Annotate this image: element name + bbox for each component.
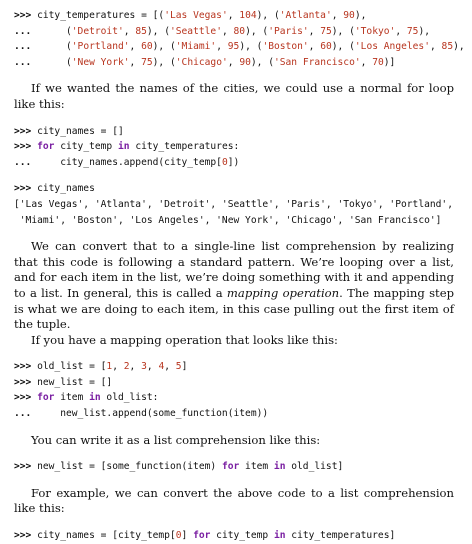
code-token: ['Las Vegas', 'Atlanta', 'Detroit', 'Seattle', 'Paris', 'Tokyo', 'Portland', [14, 198, 453, 210]
code-token: ( [31, 41, 72, 53]
code-prompt: >>> [14, 530, 32, 542]
code-token: 'Los Angeles' [354, 41, 430, 53]
code-token: city_temp [54, 141, 118, 153]
code-line [14, 390, 454, 406]
code-token: in [273, 530, 286, 542]
code-token: 'Chicago' [175, 56, 228, 68]
book-page [14, 8, 465, 544]
code-token: 75 [320, 25, 332, 37]
code-token: city_temperatures] [285, 530, 396, 542]
code-token: 'New York' [71, 56, 130, 68]
code-line [14, 55, 454, 71]
code-token: 75 [141, 56, 153, 68]
code-token: city_temperatures: [129, 141, 240, 153]
code-token: , [164, 361, 176, 373]
code-token: ] [181, 530, 194, 542]
code-token: for [37, 141, 55, 153]
code-token: 5 [175, 361, 182, 373]
code-token: ), [354, 10, 367, 21]
code-prompt: >>> [14, 361, 32, 373]
code-token: new_list = [some_function(item) [31, 461, 222, 473]
code-line [14, 406, 454, 422]
code-token: item [239, 461, 274, 473]
code-line [14, 375, 454, 391]
code-token: 'Detroit' [71, 25, 124, 37]
code-token: 85 [441, 41, 454, 53]
code-token: , [123, 25, 136, 37]
code-token: ( [31, 25, 72, 37]
code-line [14, 139, 454, 155]
code-token: 0 [221, 156, 228, 168]
code-token: ( [31, 56, 72, 68]
code-token: 'Atlanta' [279, 10, 332, 21]
code-token: , [227, 56, 240, 68]
code-token: ), ( [331, 41, 355, 53]
paragraph-mapping-after: . The mapping step is what we are doing to each item, in this case pulling out the first item of the tuple. [14, 285, 454, 332]
code-token: 85 [135, 25, 147, 37]
code-token: , [221, 25, 234, 37]
code-prompt: ... [14, 41, 32, 53]
code-line [14, 197, 454, 213]
code-token: ), [453, 41, 465, 53]
code-token: 80 [233, 25, 246, 37]
code-token: for [193, 530, 211, 542]
code-prompt: >>> [14, 183, 32, 195]
code-token: 'Boston' [262, 41, 309, 53]
code-token: , [216, 41, 228, 53]
code-token: 70 [372, 56, 384, 68]
code-line [14, 155, 454, 171]
code-token: city_names [31, 183, 95, 195]
code-token: 90 [343, 10, 355, 21]
code-token: ] [181, 361, 188, 373]
code-token: item [54, 392, 90, 404]
code-token: 60 [141, 41, 153, 53]
code-token: , [360, 56, 373, 68]
code-line [14, 39, 465, 55]
code-token: , [112, 361, 124, 373]
code-block-mapping-loop [14, 359, 454, 421]
code-prompt: >>> [14, 125, 32, 137]
code-line [14, 8, 454, 24]
code-token: 90 [239, 56, 251, 68]
code-line [14, 359, 454, 375]
paragraph-mapping-before: We can convert that to a single-line list comprehension by realizing that this code is following a standard pattern. We’re looping over a list, and for each item in the list, we’re doing something with it and appending to a list. In general, this is called a [14, 239, 454, 300]
code-token: 60 [320, 41, 332, 53]
code-token: 0 [175, 530, 182, 542]
code-token: ]) [227, 156, 240, 168]
code-token: 104 [239, 10, 257, 21]
code-token: for [37, 392, 55, 404]
code-token: city_temperatures = [( [31, 10, 165, 21]
code-token: 1 [106, 361, 113, 373]
paragraph-mapping-example-intro: If you have a mapping operation that looks like this: [31, 332, 338, 347]
code-token: , [308, 41, 321, 53]
code-prompt: >>> [14, 10, 32, 21]
code-token: , [331, 10, 344, 21]
code-token: , [129, 56, 142, 68]
code-token: in [273, 461, 286, 473]
code-prompt: ... [14, 408, 32, 420]
code-token: city_names = [] [31, 125, 124, 137]
paragraph-comprehension-intro: You can write it as a list comprehension like this: [31, 432, 321, 447]
code-token: ), ( [152, 41, 176, 53]
code-token: 75 [406, 25, 419, 37]
paragraph-example-intro: For example, we can convert the above code to a list comprehension like this: [14, 485, 454, 516]
code-token: city_names.append(city_temp[ [31, 156, 222, 168]
code-token: old_list: [100, 392, 159, 404]
code-token: 'Miami', 'Boston', 'Los Angeles', 'New York', 'Chicago', 'San Francisco'] [14, 214, 442, 226]
code-token: , [308, 25, 321, 37]
code-prompt: >>> [14, 376, 32, 388]
code-token: ), [418, 25, 430, 37]
code-token: 'Seattle' [169, 25, 222, 37]
code-line [14, 459, 454, 475]
paragraph-for-loop-intro: If we wanted the names of the cities, we could use a normal for loop like this: [14, 81, 454, 111]
code-prompt: >>> [14, 392, 32, 404]
mapping-operation-term: mapping operation [226, 285, 340, 300]
code-block-generic-comprehension [14, 459, 454, 475]
code-block-city-names-output [14, 181, 454, 228]
code-token: old_list = [ [31, 361, 107, 373]
code-prompt: >>> [14, 461, 32, 473]
code-token: 2 [123, 361, 130, 373]
paragraph-mapping-operation [14, 239, 454, 333]
code-token: 'Tokyo' [354, 25, 396, 37]
code-token: ), ( [146, 25, 170, 37]
code-token: , [429, 41, 442, 53]
code-token: ), ( [239, 41, 263, 53]
code-line [14, 24, 454, 40]
code-token: )] [383, 56, 396, 68]
code-prompt: >>> [14, 141, 32, 153]
code-block-city-temperatures [14, 8, 465, 70]
code-block-city-comprehension [14, 528, 454, 544]
code-prompt: ... [14, 156, 32, 168]
code-token: 'Miami' [175, 41, 217, 53]
code-token: 'San Francisco' [273, 56, 361, 68]
code-token: in [117, 141, 130, 153]
code-token: old_list] [285, 461, 344, 473]
code-token: , [395, 25, 407, 37]
code-token: city_names = [city_temp[ [31, 530, 176, 542]
code-block-for-loop [14, 124, 454, 171]
code-token: , [129, 361, 142, 373]
code-token: ), ( [256, 10, 280, 21]
code-line [14, 181, 454, 197]
code-token: , [146, 361, 159, 373]
code-token: , [129, 41, 142, 53]
code-token: ), ( [331, 25, 355, 37]
code-prompt: ... [14, 25, 32, 37]
code-line [14, 213, 454, 229]
code-token: 95 [227, 41, 240, 53]
code-token: ), ( [245, 25, 269, 37]
code-token: new_list = [] [31, 376, 113, 388]
code-token: , [227, 10, 240, 21]
code-token: 'Portland' [71, 41, 130, 53]
code-token: new_list.append(some_function(item)) [31, 408, 269, 420]
code-token: 'Las Vegas' [164, 10, 228, 21]
code-token: city_temp [210, 530, 274, 542]
code-token: ), ( [250, 56, 274, 68]
code-token: ), ( [152, 56, 176, 68]
code-token: 3 [141, 361, 147, 373]
code-token: for [221, 461, 240, 473]
code-token: 'Paris' [268, 25, 309, 37]
code-token: in [89, 392, 101, 404]
code-line [14, 528, 454, 544]
code-prompt: ... [14, 56, 32, 68]
code-line [14, 124, 454, 140]
code-token: 4 [158, 361, 165, 373]
